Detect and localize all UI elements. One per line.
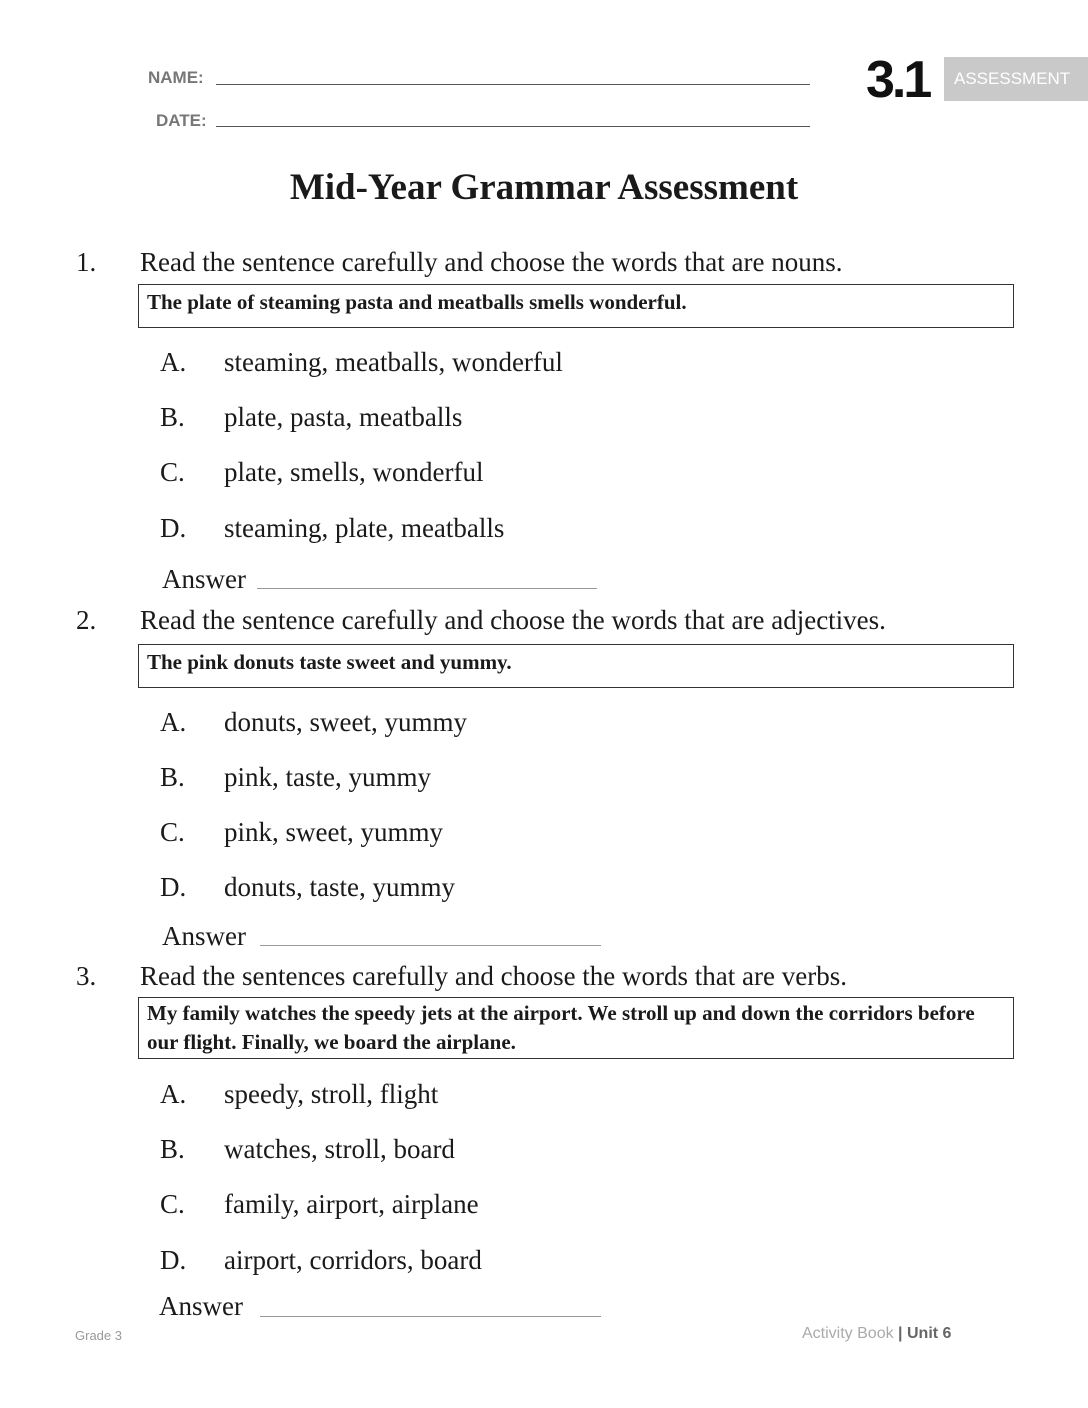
q1-answer-field[interactable] [257,588,597,589]
footer-grade: Grade 3 [75,1328,122,1343]
q1-option-a[interactable]: steaming, meatballs, wonderful [224,347,563,377]
page-title: Mid-Year Grammar Assessment [289,167,799,208]
q2-option-d[interactable]: donuts, taste, yummy [224,872,455,902]
q3-option-a-letter: A. [160,1079,187,1109]
question-2-prompt: Read the sentence carefully and choose the words that are adjectives. [140,605,886,635]
q3-answer-label: Answer [159,1291,243,1321]
date-field[interactable] [216,126,810,127]
q3-option-d[interactable]: airport, corridors, board [224,1245,482,1275]
q2-option-c[interactable]: pink, sweet, yummy [224,817,443,847]
q3-option-c-letter: C. [160,1189,185,1219]
question-2-number: 2. [76,605,97,635]
q3-answer-field[interactable] [260,1316,601,1317]
question-1-number: 1. [76,247,97,277]
q1-option-c[interactable]: plate, smells, wonderful [224,457,484,487]
q3-option-c[interactable]: family, airport, airplane [224,1189,479,1219]
q3-option-a[interactable]: speedy, stroll, flight [224,1079,439,1109]
question-3-number: 3. [76,961,97,991]
q1-option-c-letter: C. [160,457,185,487]
date-label: DATE: [156,111,207,130]
q1-option-d-letter: D. [160,513,187,543]
footer-unit: Unit 6 [906,1325,952,1342]
q2-option-a[interactable]: donuts, sweet, yummy [224,707,467,737]
q1-option-b[interactable]: plate, pasta, meatballs [224,402,463,432]
q2-option-a-letter: A. [160,707,187,737]
q3-option-b[interactable]: watches, stroll, board [224,1134,455,1164]
q1-option-d[interactable]: steaming, plate, meatballs [224,513,505,543]
q2-option-b[interactable]: pink, taste, yummy [224,762,431,792]
name-label: NAME: [148,68,204,87]
question-3-passage: My family watches the speedy jets at the airport. We stroll up and down the corridors before our flight. Finally, we board the airplane. [138,997,1014,1059]
footer-separator: | [898,1325,903,1342]
assessment-tag: ASSESSMENT [944,57,1088,101]
q2-option-c-letter: C. [160,817,185,847]
footer-book-title: Activity Book [802,1325,894,1342]
question-1-passage: The plate of steaming pasta and meatballs smells wonderful. [138,284,1014,328]
question-1-prompt: Read the sentence carefully and choose the words that are nouns. [140,247,843,277]
lesson-number: 3.1 [866,51,930,109]
question-3-prompt: Read the sentences carefully and choose the words that are verbs. [140,961,847,991]
q3-option-d-letter: D. [160,1245,187,1275]
q1-option-a-letter: A. [160,347,187,377]
footer-book [802,1325,951,1343]
question-2-passage: The pink donuts taste sweet and yummy. [138,644,1014,688]
q3-option-b-letter: B. [160,1134,185,1164]
q2-answer-field[interactable] [260,945,601,946]
q1-option-b-letter: B. [160,402,185,432]
q2-option-b-letter: B. [160,762,185,792]
q2-option-d-letter: D. [160,872,187,902]
q1-answer-label: Answer [162,564,246,594]
name-field[interactable] [216,84,810,85]
q2-answer-label: Answer [162,921,246,951]
